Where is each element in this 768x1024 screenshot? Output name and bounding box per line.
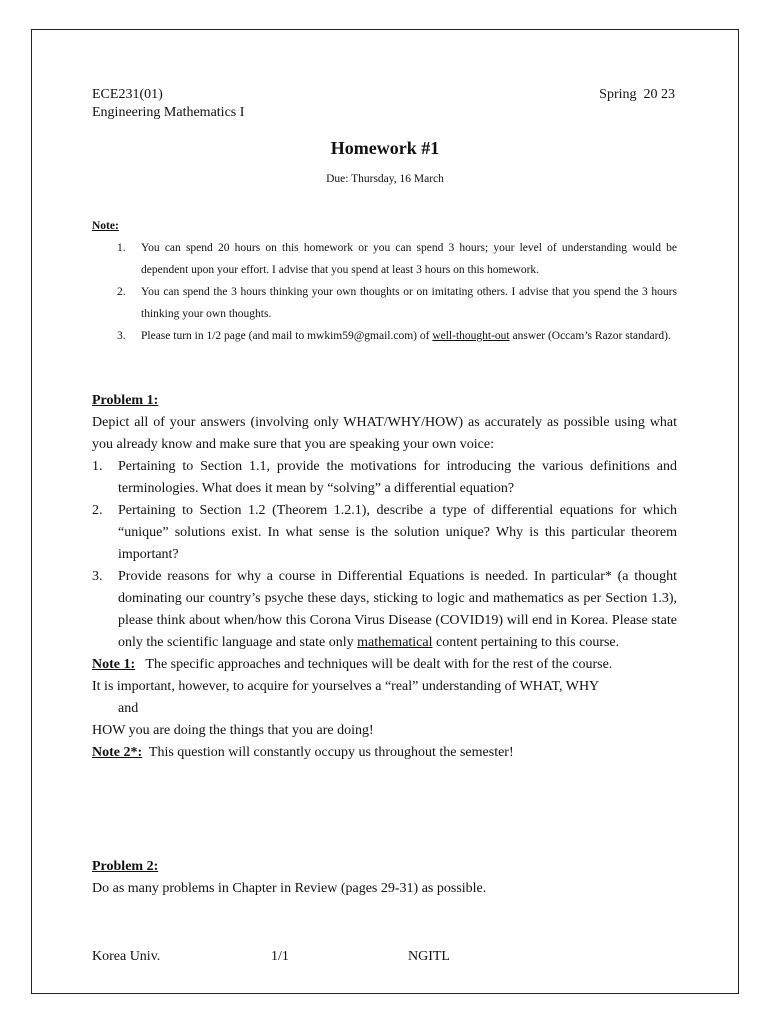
course-name: Engineering Mathematics I (92, 105, 245, 120)
course-header (92, 86, 244, 122)
problem-1-intro: Depict all of your answers (involving only WHAT/WHY/HOW) as accurately as possible using what you already know and make sure that you are speaking your own voice: (92, 415, 677, 452)
problem-item-text: Pertaining to Section 1.2 (Theorem 1.2.1), describe a type of differential equations for which “unique” solutions exist. In what sense is the solution unique? Why is this particular theorem important? (118, 503, 677, 562)
note-item-text: You can spend 20 hours on this homework or you can spend 3 hours; your level of understanding would be dependent upon your effort. I advise that you spend at least 3 hours on this homework. (141, 242, 677, 276)
footer-page-number: 1/1 (271, 949, 289, 964)
problem-item-number: 3. (92, 569, 103, 584)
note-label: Note: (92, 220, 119, 232)
note-1 (92, 654, 677, 676)
understanding-line-and: and (118, 701, 139, 716)
note-section (92, 218, 677, 347)
footer-university: Korea Univ. (92, 949, 161, 964)
underlined-phrase: mathematical (357, 635, 433, 650)
due-date: Due: Thursday, 16 March (326, 173, 444, 185)
note-2 (92, 742, 677, 764)
note-2-label: Note 2*: (92, 745, 143, 760)
problem-2-label: Problem 2: (92, 859, 159, 874)
note-1-text: The specific approaches and techniques will be dealt with for the rest of the course. (135, 657, 613, 672)
problem-2-section (92, 856, 677, 900)
problem-item-text: Pertaining to Section 1.1, provide the motivations for introducing the various definitions and terminologies. What does it mean by “solving” a differential equation? (118, 459, 677, 496)
problem-item (92, 566, 677, 654)
document-page (31, 29, 739, 994)
semester-label: Spring 20 23 (599, 87, 675, 102)
problem-item-number: 1. (92, 459, 103, 474)
note-item (92, 281, 677, 325)
note-2-text: This question will constantly occupy us throughout the semester! (142, 745, 514, 760)
problem-item (92, 456, 677, 500)
problem-1-label: Problem 1: (92, 393, 159, 408)
understanding-line-end: HOW you are doing the things that you are doing! (92, 723, 374, 738)
underlined-phrase: well-thought-out (432, 330, 510, 342)
understanding-line: It is important, however, to acquire for yourselves a “real” understanding of WHAT, WHY (92, 679, 600, 694)
note-list (92, 237, 677, 347)
problem-item-number: 2. (92, 503, 103, 518)
problem-2-text: Do as many problems in Chapter in Review (pages 29-31) as possible. (92, 881, 487, 896)
problem-1-list (92, 456, 677, 654)
note-item-text: Please turn in 1/2 page (and mail to mwkim59@gmail.com) of (141, 330, 433, 342)
problem-item-text: Provide reasons for why a course in Differential Equations is needed. In particular* (a thought dominating our country’s psyche these days, sticking to logic and mathematics as per Section 1.3), please think about when/how this Corona Virus Disease (COVID19) will end in Korea. Please state only the scientific language and state only (118, 569, 677, 650)
page-title: Homework #1 (330, 138, 440, 158)
note-item-text: You can spend the 3 hours thinking your own thoughts or on imitating others. I advise that you spend the 3 hours thinking your own thoughts. (141, 286, 677, 320)
note-item-number: 1. (117, 242, 126, 254)
note-1-label: Note 1: (92, 657, 136, 672)
note-item-text-end: answer (Occam’s Razor standard). (509, 330, 671, 342)
course-code: ECE231(01) (92, 87, 163, 102)
footer-lab: NGITL (408, 949, 450, 964)
note-item (92, 325, 677, 347)
note-item-number: 3. (117, 330, 126, 342)
note-item-number: 2. (117, 286, 126, 298)
problem-1-section (92, 390, 677, 764)
note-item (92, 237, 677, 281)
problem-item (92, 500, 677, 566)
problem-item-text-end: content pertaining to this course. (432, 635, 620, 650)
